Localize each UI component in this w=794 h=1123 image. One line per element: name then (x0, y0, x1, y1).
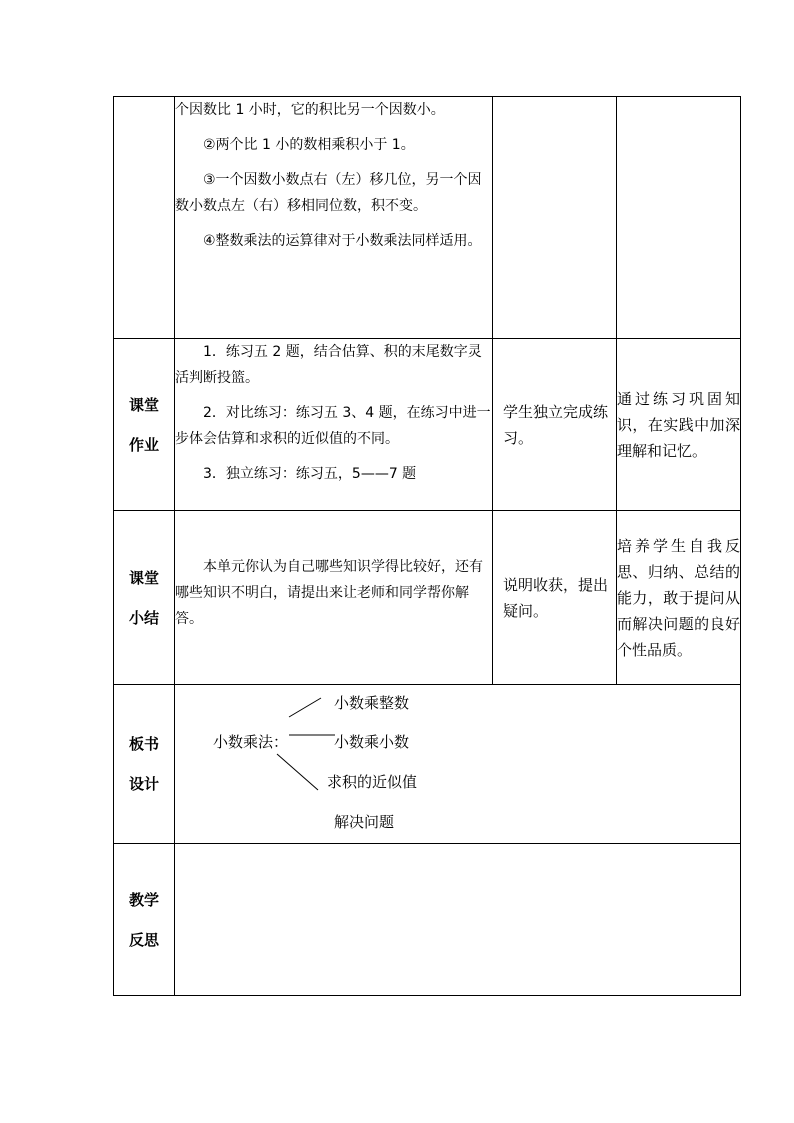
board-branch-1: 小数乘整数 (334, 694, 410, 712)
board-branch-3: 求积的近似值 (327, 773, 418, 791)
continuation-row (114, 97, 741, 339)
homework-content (175, 339, 493, 511)
continuation-label-cell (114, 97, 175, 339)
lesson-plan-table (113, 96, 741, 996)
homework-item-1: 1．练习五 2 题，结合估算、积的末尾数字灵活判断投篮。 (175, 344, 482, 386)
summary-content: 本单元你认为自己哪些知识学得比较好，还有哪些知识不明白，请提出来让老师和同学帮你解答。 (175, 511, 493, 685)
continuation-student-cell (493, 97, 617, 339)
board-root-label: 小数乘法： (213, 733, 289, 751)
summary-label: 课堂 小结 (114, 511, 175, 685)
homework-design-intent: 通过练习巩固知识，在实践中加深理解和记忆。 (617, 339, 741, 511)
homework-label: 课堂 作业 (114, 339, 175, 511)
board-branch-4: 解决问题 (334, 813, 395, 831)
connector-line-1 (289, 698, 321, 717)
board-branch-2: 小数乘小数 (334, 733, 410, 751)
summary-row (114, 511, 741, 685)
summary-student-activity: 说明收获，提出疑问。 (493, 511, 617, 685)
reflection-content (175, 844, 741, 996)
reflection-label: 教学 反思 (114, 844, 175, 996)
continuation-content (175, 97, 493, 339)
homework-item-3: 3．独立练习：练习五，5——7 题 (203, 466, 417, 482)
continuation-line-2: ②两个比 1 小的数相乘积小于 1。 (203, 137, 415, 153)
continuation-line-1: 个因数比 1 小时，它的积比另一个因数小。 (175, 102, 445, 118)
board-diagram (175, 685, 740, 843)
continuation-line-4: ④整数乘法的运算律对于小数乘法同样适用。 (203, 233, 482, 249)
continuation-intent-cell (617, 97, 741, 339)
homework-item-2: 2．对比练习：练习五 3、4 题，在练习中进一步体会估算和求积的近似值的不同。 (175, 405, 491, 447)
reflection-row (114, 844, 741, 996)
continuation-line-3: ③一个因数小数点右（左）移几位，另一个因数小数点左（右）移相同位数，积不变。 (175, 172, 482, 214)
connector-line-3 (277, 754, 318, 790)
board-design-cell (175, 685, 741, 844)
board-label: 板书 设计 (114, 685, 175, 844)
homework-student-activity: 学生独立完成练习。 (493, 339, 617, 511)
summary-design-intent: 培养学生自我反思、归纳、总结的能力，敢于提问从而解决问题的良好个性品质。 (617, 511, 741, 685)
board-connector-lines (175, 685, 740, 843)
board-row (114, 685, 741, 844)
homework-row (114, 339, 741, 511)
